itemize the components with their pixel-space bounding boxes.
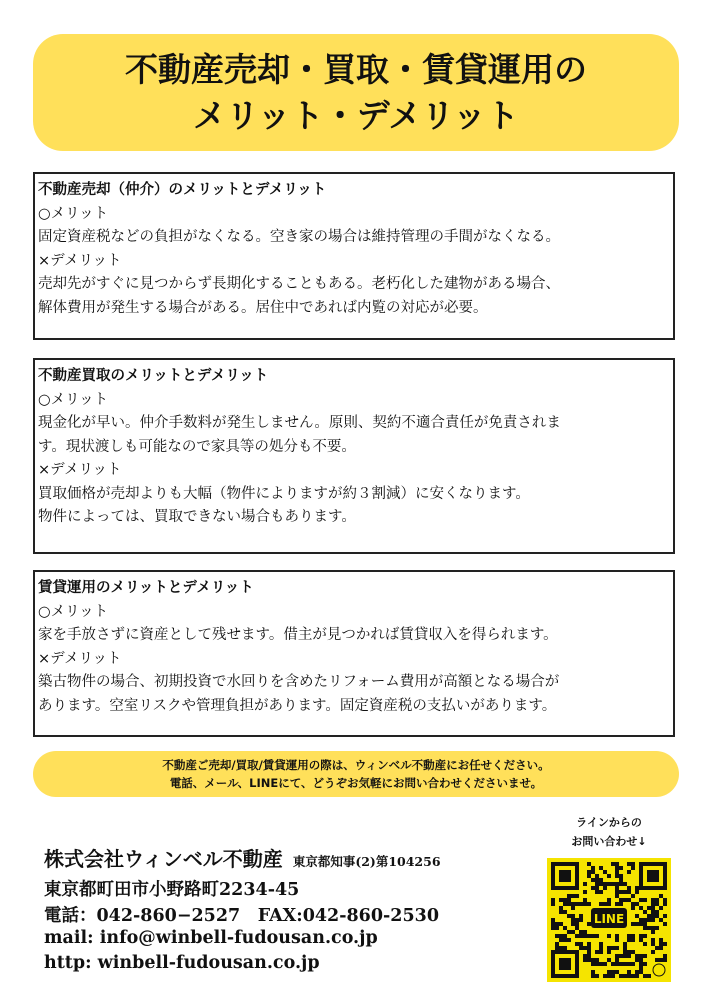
qr-module [631, 950, 635, 954]
qr-module [599, 942, 603, 946]
qr-module [635, 954, 639, 958]
qr-module [635, 902, 639, 906]
qr-module [639, 954, 643, 958]
qr-module [563, 934, 567, 938]
qr-module [619, 890, 623, 894]
demerit-text: 築古物件の場合、初期投資で水回りを含めたリフォーム費用が高額となる場合が [38, 674, 560, 690]
qr-module [619, 974, 623, 978]
qr-module [599, 902, 603, 906]
qr-module [643, 898, 647, 902]
qr-module [643, 934, 647, 938]
qr-module [603, 882, 607, 886]
section-purchase [33, 358, 675, 554]
qr-module [627, 898, 631, 902]
qr-module [615, 890, 619, 894]
qr-module [575, 942, 579, 946]
qr-module [635, 970, 639, 974]
qr-module [623, 954, 627, 958]
qr-module [635, 974, 639, 978]
qr-module [627, 970, 631, 974]
qr-module [623, 946, 627, 950]
merit-text: 現金化が早い。仲介手数料が発生しません。原則、契約不適合責任が免責されま [38, 415, 561, 431]
qr-module [571, 914, 575, 918]
qr-module [587, 870, 591, 874]
qr-module [655, 946, 659, 950]
qr-module [595, 974, 599, 978]
qr-module [575, 894, 579, 898]
qr-module [639, 934, 643, 938]
qr-module [639, 938, 643, 942]
qr-module [607, 946, 611, 950]
qr-module [591, 958, 595, 962]
qr-module [635, 914, 639, 918]
qr-module [575, 902, 579, 906]
qr-module [663, 954, 667, 958]
qr-finder-top-right [639, 862, 667, 890]
demerit-text: 解体費用が発生する場合がある。居住中であれば内覧の対応が必要。 [38, 299, 488, 316]
qr-module [631, 962, 635, 966]
qr-module [551, 898, 555, 902]
qr-module [631, 974, 635, 978]
qr-module [643, 926, 647, 930]
qr-module [611, 962, 615, 966]
qr-module [579, 918, 583, 922]
demerit-label: ×デメリット [38, 650, 122, 667]
demerit-text: 買取価格が売却よりも大幅（物件によりますが約３割減）に安くなります。 [38, 485, 530, 502]
qr-module [643, 962, 647, 966]
qr-module [663, 898, 667, 902]
merit-label: ○メリット [38, 603, 109, 620]
qr-module [591, 974, 595, 978]
qr-module [587, 862, 591, 866]
qr-module [631, 906, 635, 910]
qr-module [599, 890, 603, 894]
phone-fax: 電話：042-860−2527 FAX:042-860-2530 [44, 906, 439, 926]
email-address[interactable]: mail: info@winbell-fudousan.co.jp [44, 928, 378, 948]
qr-module [655, 898, 659, 902]
qr-module [643, 922, 647, 926]
qr-module [619, 962, 623, 966]
qr-module [631, 862, 635, 866]
qr-module [591, 886, 595, 890]
title-line-2: メリット・デメリット [192, 95, 520, 135]
qr-module [647, 926, 651, 930]
qr-module [651, 926, 655, 930]
qr-module [567, 930, 571, 934]
qr-module [627, 950, 631, 954]
qr-module [555, 946, 559, 950]
qr-module [575, 922, 579, 926]
demerit-text: 物件によっては、買取できない場合もあります。 [38, 509, 356, 525]
title-banner [33, 34, 679, 151]
qr-module [607, 898, 611, 902]
demerit-text: 売却先がすぐに見つからず長期化することもある。老朽化した建物がある場合、 [38, 276, 560, 292]
qr-module [579, 934, 583, 938]
qr-module [611, 974, 615, 978]
qr-module [587, 958, 591, 962]
qr-module [623, 942, 627, 946]
qr-module [583, 930, 587, 934]
qr-module [563, 938, 567, 942]
contact-banner [33, 751, 679, 797]
qr-module [647, 918, 651, 922]
qr-module [663, 914, 667, 918]
qr-module [567, 914, 571, 918]
qr-module [603, 902, 607, 906]
qr-module [627, 934, 631, 938]
qr-module [571, 894, 575, 898]
qr-module [651, 942, 655, 946]
qr-module [607, 970, 611, 974]
qr-module [599, 946, 603, 950]
qr-module [607, 934, 611, 938]
qr-module [651, 914, 655, 918]
qr-module [615, 894, 619, 898]
qr-module [555, 934, 559, 938]
qr-module [663, 942, 667, 946]
line-qr-code[interactable] [547, 858, 671, 982]
qr-module [655, 958, 659, 962]
qr-module [615, 970, 619, 974]
qr-module [615, 934, 619, 938]
section-heading: 不動産売却（仲介）のメリットとデメリット [38, 182, 327, 198]
qr-module [559, 946, 563, 950]
qr-module [579, 946, 583, 950]
qr-module [639, 918, 643, 922]
qr-caption-line-2: お問い合わせ↓ [571, 835, 647, 848]
qr-module [663, 958, 667, 962]
qr-module [571, 930, 575, 934]
qr-module [611, 882, 615, 886]
qr-module [595, 886, 599, 890]
qr-module [551, 926, 555, 930]
qr-module [635, 922, 639, 926]
qr-module [551, 922, 555, 926]
qr-finder-top-left [551, 862, 579, 890]
qr-module [567, 898, 571, 902]
qr-module [591, 878, 595, 882]
qr-module [615, 886, 619, 890]
qr-module [627, 870, 631, 874]
qr-module [599, 866, 603, 870]
merit-label: ○メリット [38, 205, 109, 222]
qr-module [615, 938, 619, 942]
qr-module [639, 966, 643, 970]
qr-module [659, 938, 663, 942]
qr-module [583, 882, 587, 886]
qr-module [659, 894, 663, 898]
qr-module [587, 942, 591, 946]
qr-module [567, 894, 571, 898]
qr-module [551, 902, 555, 906]
license-number: 東京都知事(2)第104256 [292, 854, 441, 869]
qr-module [643, 954, 647, 958]
qr-module [643, 910, 647, 914]
qr-module [631, 938, 635, 942]
title-line-1: 不動産売却・買取・賃貸運用の [125, 49, 587, 89]
qr-module [627, 938, 631, 942]
qr-module [587, 946, 591, 950]
qr-module [623, 962, 627, 966]
qr-module [643, 942, 647, 946]
qr-module [595, 950, 599, 954]
qr-module [579, 930, 583, 934]
qr-module [587, 874, 591, 878]
qr-module [651, 950, 655, 954]
qr-module [659, 942, 663, 946]
qr-module [599, 882, 603, 886]
qr-module [627, 962, 631, 966]
qr-module [615, 958, 619, 962]
qr-module [631, 866, 635, 870]
qr-module [595, 962, 599, 966]
qr-module [587, 902, 591, 906]
qr-module [591, 870, 595, 874]
qr-module [571, 906, 575, 910]
qr-module [663, 902, 667, 906]
section-rental [33, 570, 675, 737]
qr-module [607, 950, 611, 954]
qr-module [619, 866, 623, 870]
qr-module [659, 918, 663, 922]
qr-module [651, 902, 655, 906]
qr-module [663, 922, 667, 926]
qr-module [615, 902, 619, 906]
qr-module [651, 898, 655, 902]
qr-module [631, 894, 635, 898]
qr-module [563, 902, 567, 906]
qr-module [595, 934, 599, 938]
merit-text: 家を手放さずに資産として残せます。借主が見つかれば賃貸収入を得られます。 [38, 627, 558, 643]
qr-module [611, 862, 615, 866]
qr-module [559, 910, 563, 914]
qr-module [619, 898, 623, 902]
qr-module [635, 890, 639, 894]
qr-module [619, 954, 623, 958]
qr-module [595, 878, 599, 882]
qr-module [603, 870, 607, 874]
qr-module [583, 954, 587, 958]
qr-module [555, 926, 559, 930]
qr-module [583, 934, 587, 938]
qr-module [583, 898, 587, 902]
qr-module [631, 902, 635, 906]
qr-module [655, 910, 659, 914]
company-header [44, 843, 441, 872]
section-heading: 賃貸運用のメリットとデメリット [38, 580, 254, 596]
qr-module [587, 950, 591, 954]
qr-module [615, 962, 619, 966]
qr-module [627, 862, 631, 866]
qr-module [603, 886, 607, 890]
qr-module [659, 946, 663, 950]
qr-module [595, 890, 599, 894]
qr-module [643, 918, 647, 922]
qr-module [583, 946, 587, 950]
qr-module [595, 874, 599, 878]
qr-module [619, 902, 623, 906]
qr-module [623, 882, 627, 886]
qr-module [583, 902, 587, 906]
qr-module [555, 922, 559, 926]
qr-module [559, 898, 563, 902]
qr-module [619, 874, 623, 878]
qr-module [623, 898, 627, 902]
qr-module [623, 950, 627, 954]
qr-module [571, 922, 575, 926]
qr-module [563, 898, 567, 902]
qr-module [559, 922, 563, 926]
qr-module [643, 974, 647, 978]
qr-module [659, 906, 663, 910]
qr-module [587, 954, 591, 958]
qr-module [595, 882, 599, 886]
qr-module [651, 918, 655, 922]
qr-module [619, 878, 623, 882]
qr-module [611, 946, 615, 950]
qr-module [563, 926, 567, 930]
qr-caption [548, 813, 670, 851]
qr-module [651, 938, 655, 942]
company-name: 株式会社ウィンベル不動産 [44, 847, 283, 871]
qr-module [607, 974, 611, 978]
qr-module [583, 958, 587, 962]
qr-module [647, 974, 651, 978]
qr-module [603, 974, 607, 978]
qr-module [563, 910, 567, 914]
qr-module [639, 922, 643, 926]
merit-label: ○メリット [38, 391, 109, 408]
qr-module [571, 918, 575, 922]
qr-module [575, 926, 579, 930]
qr-module [639, 962, 643, 966]
merit-text: 固定資産税などの負担がなくなる。空き家の場合は維持管理の手間がなくなる。 [38, 229, 560, 245]
qr-module [575, 918, 579, 922]
qr-module [615, 946, 619, 950]
qr-module [635, 958, 639, 962]
qr-module [587, 922, 591, 926]
qr-module [659, 958, 663, 962]
qr-module [607, 902, 611, 906]
qr-module [639, 970, 643, 974]
qr-module [591, 970, 595, 974]
qr-module [603, 962, 607, 966]
qr-module [615, 954, 619, 958]
website-url[interactable]: http: winbell-fudousan.co.jp [44, 953, 320, 973]
qr-module [559, 934, 563, 938]
qr-module [599, 878, 603, 882]
qr-module [655, 902, 659, 906]
qr-module [583, 890, 587, 894]
qr-caption-line-1: ラインからの [576, 816, 642, 829]
merit-text: す。現状渡しも可能なので家具等の処分も不要。 [38, 438, 356, 455]
qr-module [595, 958, 599, 962]
qr-module [655, 914, 659, 918]
qr-module [639, 958, 643, 962]
demerit-text: あります。空室リスクや管理負担があります。固定資産税の支払いがあります。 [38, 697, 557, 714]
qr-module [571, 902, 575, 906]
qr-module [591, 866, 595, 870]
qr-module [635, 886, 639, 890]
qr-module [567, 938, 571, 942]
qr-module [579, 942, 583, 946]
banner-line-2: 電話、メール、LINEにて、どうぞお気軽にお問い合わせくださいませ。 [169, 776, 543, 790]
qr-module [587, 934, 591, 938]
qr-module [559, 906, 563, 910]
qr-module [615, 870, 619, 874]
qr-finder-bottom-left [551, 950, 579, 978]
qr-module [651, 930, 655, 934]
qr-module [591, 934, 595, 938]
qr-module [627, 890, 631, 894]
qr-module [579, 914, 583, 918]
qr-module [607, 958, 611, 962]
qr-module [555, 942, 559, 946]
qr-module [615, 882, 619, 886]
qr-module [607, 874, 611, 878]
qr-module [627, 886, 631, 890]
qr-module [599, 962, 603, 966]
qr-module [647, 906, 651, 910]
qr-module [651, 910, 655, 914]
qr-module [567, 902, 571, 906]
qr-module [579, 902, 583, 906]
qr-module [627, 954, 631, 958]
section-heading: 不動産買取のメリットとデメリット [38, 368, 269, 384]
qr-module [599, 950, 603, 954]
qr-module [619, 882, 623, 886]
section-sale [33, 172, 675, 340]
qr-module [615, 866, 619, 870]
qr-module [563, 946, 567, 950]
qr-module [615, 874, 619, 878]
qr-module [623, 890, 627, 894]
demerit-label: ×デメリット [38, 252, 122, 269]
qr-module [627, 974, 631, 978]
qr-module [559, 938, 563, 942]
qr-module [591, 962, 595, 966]
qr-module [611, 970, 615, 974]
qr-module [631, 922, 635, 926]
qr-module [655, 926, 659, 930]
qr-module [575, 934, 579, 938]
qr-module [623, 974, 627, 978]
qr-module [647, 914, 651, 918]
demerit-label: ×デメリット [38, 462, 122, 478]
qr-module [631, 934, 635, 938]
line-logo-text: LINE [593, 912, 625, 926]
company-address: 東京都町田市小野路町2234-45 [44, 880, 300, 900]
qr-module [615, 862, 619, 866]
qr-module [607, 882, 611, 886]
qr-module [639, 906, 643, 910]
qr-module [651, 906, 655, 910]
banner-line-1: 不動産ご売却/買取/賃貸運用の際は、ウィンベル不動産にお任せください。 [162, 758, 550, 772]
qr-module [639, 898, 643, 902]
qr-module [551, 918, 555, 922]
